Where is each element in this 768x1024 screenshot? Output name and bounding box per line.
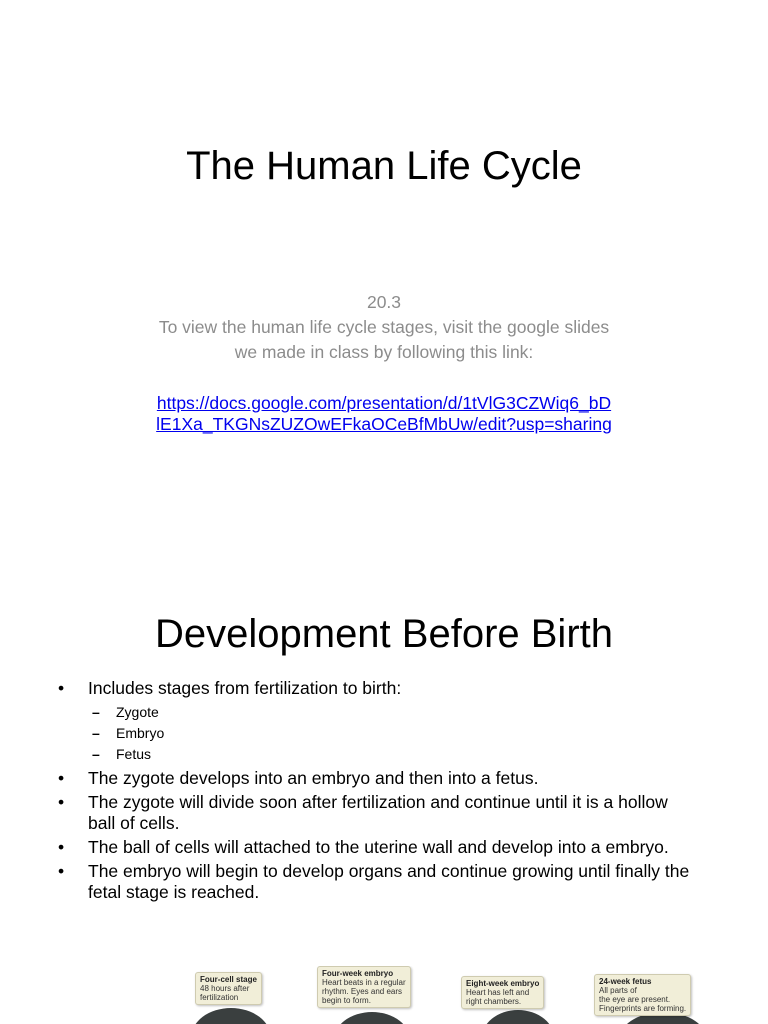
figure-label: [461, 976, 544, 1009]
slide-subtitle: [84, 290, 684, 365]
figure-label-title: Eight-week embryo: [466, 979, 540, 988]
figure-label-line: begin to form.: [322, 996, 371, 1005]
bullet-text: Includes stages from fertilization to birth:: [88, 678, 402, 698]
link-line-1[interactable]: https://docs.google.com/presentation/d/1tVlG3CZWiq6_bD: [156, 393, 612, 413]
subtitle-line-1: To view the human life cycle stages, visit the google slides: [158, 317, 610, 337]
figure-label-line: All parts of: [599, 986, 637, 995]
figure-label: [317, 966, 411, 1008]
figure-panel-eight-week: [453, 966, 588, 1024]
link-line-2[interactable]: lE1Xa_TKGNsZUZOwEFkaOCeBfMbUw/edit?usp=sharing: [156, 414, 612, 434]
subtitle-line-2: we made in class by following this link:: [234, 342, 534, 362]
figure-panel-24-week: [588, 966, 723, 1024]
figure-label-title: Four-week embryo: [322, 969, 394, 978]
stage-item-fetus: – Fetus: [90, 744, 696, 765]
stage-list: [88, 702, 696, 765]
figure-label: [195, 972, 262, 1005]
figure-panel-four-cell: [183, 966, 313, 1024]
list-item: • The ball of cells will attached to the uterine wall and develop into a embryo.: [56, 837, 696, 858]
list-item: • The zygote will divide soon after fertilization and continue until it is a hollow ball of cells.: [56, 792, 696, 834]
figure-label-line: Fingerprints are forming.: [599, 1004, 687, 1013]
figure-label-line: Heart has left and: [466, 988, 530, 997]
list-item: • The zygote develops into an embryo and then into a fetus.: [56, 768, 696, 789]
figure-label-title: 24-week fetus: [599, 977, 652, 986]
google-slides-link[interactable]: [84, 393, 684, 435]
four-cell-image: [191, 1008, 271, 1024]
slide-title-heading: The Human Life Cycle: [186, 144, 582, 188]
list-item: [56, 678, 696, 765]
eight-week-embryo-image: [481, 1010, 555, 1024]
stage-item-zygote: – Zygote: [90, 702, 696, 723]
development-figure: [183, 966, 723, 1024]
figure-label-line: fertilization: [200, 993, 239, 1002]
figure-label-line: Heart beats in a regular: [322, 978, 406, 987]
list-item: • The embryo will begin to develop organs and continue growing until finally the fetal stage is reached.: [56, 861, 696, 903]
slide-development: [0, 576, 768, 1024]
subtitle-section-number: 20.3: [366, 292, 402, 312]
figure-label-line: the eye are present.: [599, 995, 671, 1004]
slide-development-heading: Development Before Birth: [154, 612, 613, 656]
stage-item-embryo: – Embryo: [90, 723, 696, 744]
figure-label-line: rhythm. Eyes and ears: [322, 987, 403, 996]
figure-panel-four-week: [313, 966, 453, 1024]
figure-label-line: 48 hours after: [200, 984, 250, 993]
figure-label-line: right chambers.: [466, 997, 522, 1006]
bullet-list: [56, 678, 696, 906]
figure-label-title: Four-cell stage: [200, 975, 257, 984]
figure-label: [594, 974, 691, 1016]
four-week-embryo-image: [333, 1012, 411, 1024]
